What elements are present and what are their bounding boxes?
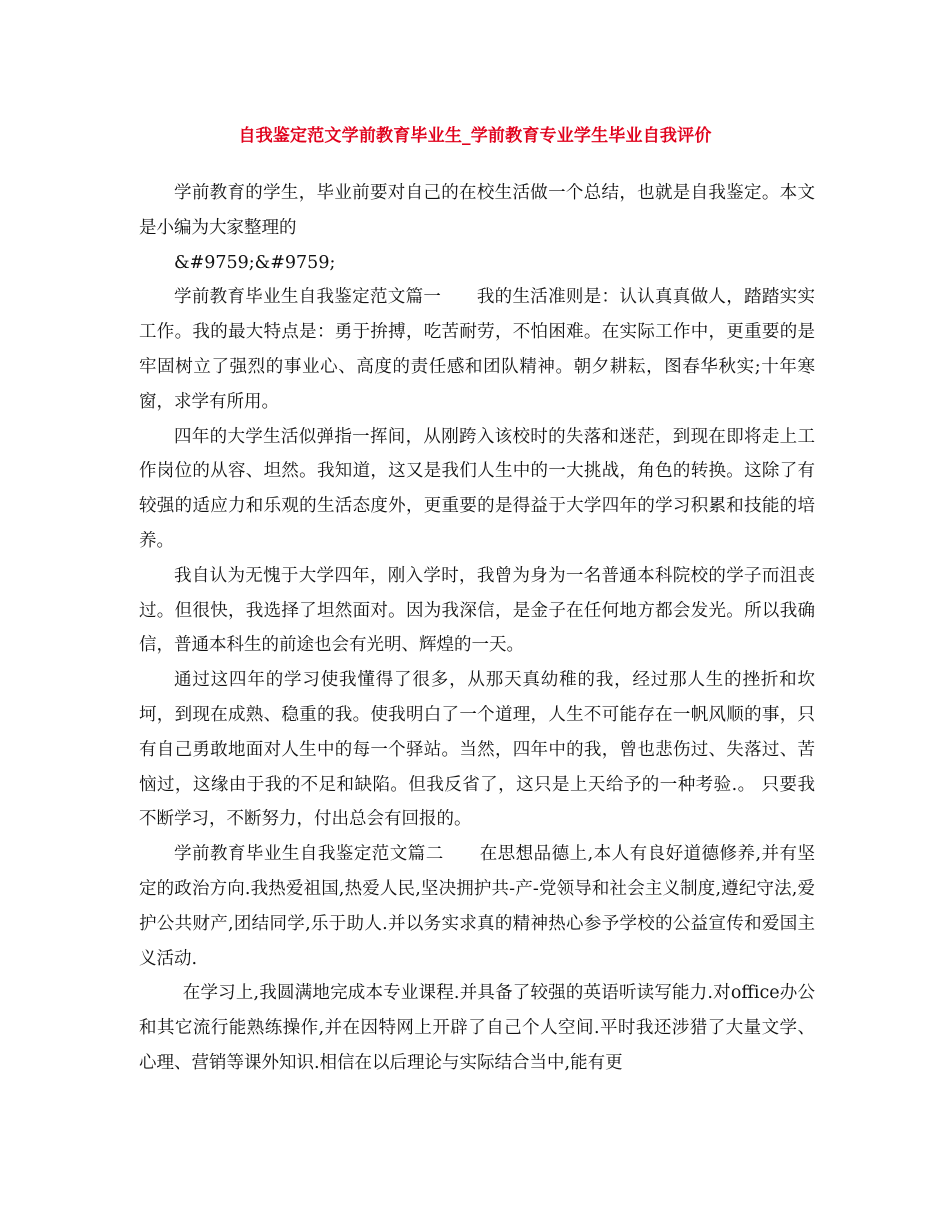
document-title: 自我鉴定范文学前教育毕业生_学前教育专业学生毕业自我评价 bbox=[238, 126, 712, 146]
paragraph-sample-one: 学前教育毕业生自我鉴定范文篇一 我的生活准则是：认认真真做人，踏踏实实工作。我的最大特点是：勇于拚搏，吃苦耐劳，不怕困难。在实际工作中，更重要的是牢固树立了强烈的事业心、高度的责任感和团队精神。朝夕耕耘，图春华秋实;十年寒窗，求学有所用。 bbox=[139, 287, 815, 412]
paragraph-entity-marker: &#9759;&#9759; bbox=[174, 252, 336, 273]
paragraph-growth: 通过这四年的学习使我懂得了很多，从那天真幼稚的我，经过那人生的挫折和坎坷，到现在成熟、稳重的我。使我明白了一个道理，人生不可能存在一帆风顺的事，只有自己勇敢地面对人生中的每一个驿站。当然，四年中的我，曾也悲伤过、失落过、苦恼过，这缘由于我的不足和缺陷。但我反省了，这只是上天给予的一种考验.。 只要我不断学习，不断努力，付出总会有回报的。 bbox=[139, 670, 815, 830]
paragraph-intro: 学前教育的学生，毕业前要对自己的在校生活做一个总结，也就是自我鉴定。本文是小编为大家整理的 bbox=[139, 183, 815, 238]
paragraph-sample-two: 学前教育毕业生自我鉴定范文篇二 在思想品德上,本人有良好道德修养,并有坚定的政治方向.我热爱祖国,热爱人民,坚决拥护共-产-党领导和社会主义制度,遵纪守法,爱护公共财产,团结同学,乐于助人.并以务实求真的精神热心参予学校的公益宣传和爱国主义活动. bbox=[139, 844, 815, 969]
paragraph-study: 在学习上,我圆满地完成本专业课程.并具备了较强的英语听读写能力.对office办公和其它流行能熟练操作,并在因特网上开辟了自己个人空间.平时我还涉猎了大量文学、心理、营销等课外知识.相信在以后理论与实际结合当中,能有更 bbox=[139, 983, 815, 1073]
document-body bbox=[139, 176, 815, 1081]
paragraph-college-life: 四年的大学生活似弹指一挥间，从刚跨入该校时的失落和迷茫，到现在即将走上工作岗位的从容、坦然。我知道，这又是我们人生中的一大挑战，角色的转换。这除了有较强的适应力和乐观的生活态度外，更重要的是得益于大学四年的学习积累和技能的培养。 bbox=[139, 426, 815, 551]
paragraph-self-assessment: 我自认为无愧于大学四年，刚入学时，我曾为身为一名普通本科院校的学子而沮丧过。但很快，我选择了坦然面对。因为我深信，是金子在任何地方都会发光。所以我确信，普通本科生的前途也会有光明、辉煌的一天。 bbox=[139, 565, 815, 656]
